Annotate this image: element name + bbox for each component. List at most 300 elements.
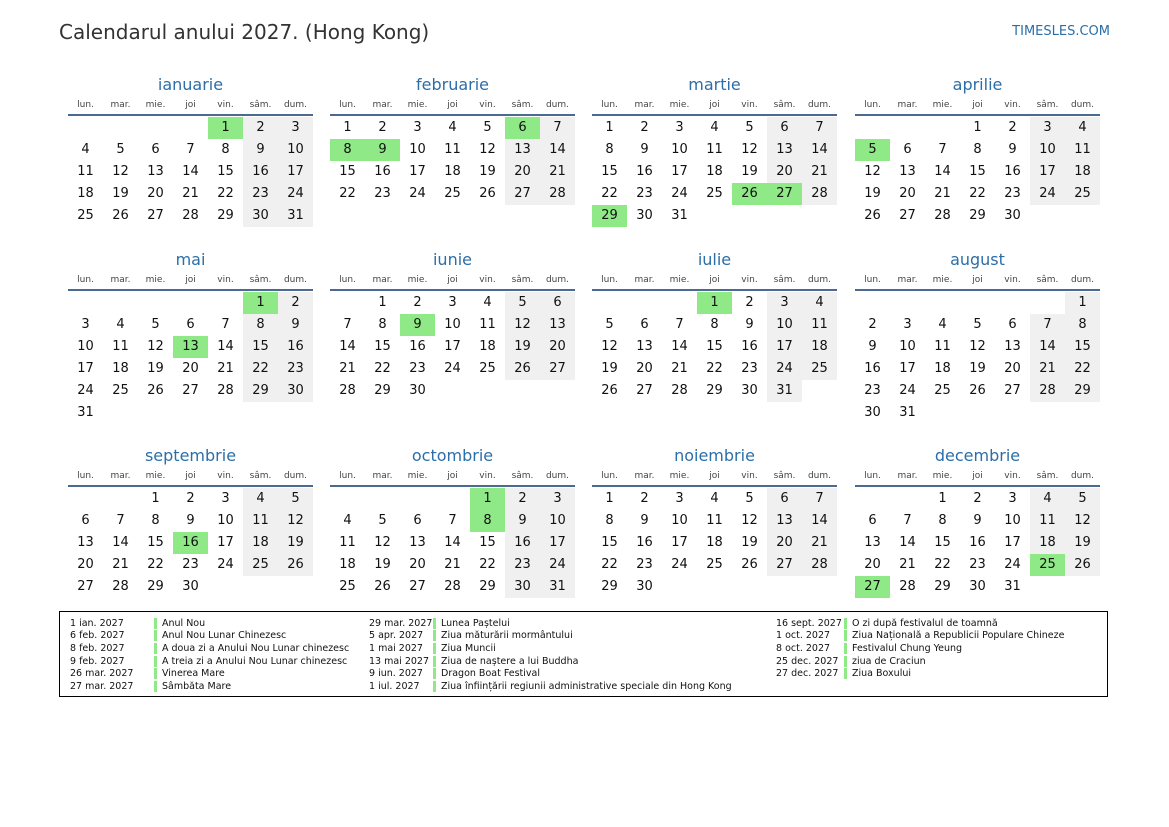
empty-cell	[173, 117, 208, 139]
day-cell: 15	[601, 535, 618, 550]
weekday-label: vin.	[217, 471, 234, 481]
holiday-date: 27 dec. 2027	[776, 668, 839, 680]
day-cell: 19	[278, 532, 313, 554]
legend-item	[70, 617, 349, 630]
day-cell: 26	[1065, 554, 1100, 576]
day-cell: 14	[1030, 336, 1065, 358]
weekday-label: dum.	[545, 471, 570, 481]
empty-cell	[960, 402, 995, 424]
day-cell: 11	[479, 317, 496, 332]
weekday-label: sâm.	[1036, 471, 1059, 481]
day-cell: 20	[899, 186, 916, 201]
week-row	[330, 576, 575, 598]
holiday-name: ziua de Craciun	[852, 655, 926, 667]
weekday-label: sâm.	[1036, 275, 1059, 285]
day-cell: 3	[903, 317, 912, 332]
holiday-name: Anul Nou Lunar Chinezesc	[162, 630, 287, 642]
day-cell: 19	[1065, 532, 1100, 554]
weekday-label: mar.	[634, 471, 655, 481]
empty-cell	[767, 205, 802, 227]
day-cell: 3	[413, 120, 422, 135]
week-row	[855, 510, 1100, 532]
day-cell: 22	[479, 557, 496, 572]
week-row	[855, 488, 1100, 510]
holiday-marker	[154, 618, 157, 629]
day-cell: 21	[540, 161, 575, 183]
day-cell: 24	[899, 383, 916, 398]
holiday-name: Sâmbăta Mare	[162, 680, 232, 692]
day-cell: 19	[479, 164, 496, 179]
legend-item	[369, 617, 732, 630]
month-septembrie	[68, 445, 313, 598]
week-row	[592, 576, 837, 598]
day-cell: 16	[741, 339, 758, 354]
day-cell: 14	[540, 139, 575, 161]
day-cell: 5	[605, 317, 614, 332]
day-cell: 17	[409, 164, 426, 179]
weekday-header	[68, 98, 313, 116]
week-row	[855, 292, 1100, 314]
week-row	[592, 554, 837, 576]
week-row	[592, 161, 837, 183]
weekday-label: mar.	[372, 471, 393, 481]
day-cell: 12	[147, 339, 164, 354]
day-cell: 15	[706, 339, 723, 354]
day-cell: 17	[767, 336, 802, 358]
day-cell: 20	[147, 186, 164, 201]
day-cell: 2	[243, 117, 278, 139]
day-cell: 10	[671, 513, 688, 528]
day-cell: 20	[767, 532, 802, 554]
day-cell: 11	[1065, 139, 1100, 161]
empty-cell	[890, 292, 925, 314]
day-cell: 12	[864, 164, 881, 179]
week-row	[68, 205, 313, 227]
weekday-header	[855, 273, 1100, 291]
day-cell: 1	[605, 491, 614, 506]
weekday-label: dum.	[283, 275, 308, 285]
empty-cell	[68, 292, 103, 314]
week-row	[855, 380, 1100, 402]
day-cell: 12	[278, 510, 313, 532]
weekday-header	[68, 469, 313, 487]
legend-item	[70, 655, 349, 668]
weekday-label: mie.	[932, 100, 953, 110]
month-name: decembrie	[934, 446, 1021, 465]
empty-cell	[505, 380, 540, 402]
day-cell: 22	[243, 358, 278, 380]
day-cell: 4	[448, 120, 457, 135]
day-cell: 25	[934, 383, 951, 398]
day-cell: 28	[1030, 380, 1065, 402]
day-cell: 17	[671, 535, 688, 550]
week-row	[592, 380, 837, 402]
empty-cell	[278, 402, 313, 424]
day-cell: 7	[221, 317, 230, 332]
empty-cell	[855, 292, 890, 314]
holiday-name: Vinerea Mare	[162, 668, 225, 680]
holiday-day-cell: 5	[855, 139, 890, 161]
day-cell: 27	[409, 579, 426, 594]
week-row	[68, 554, 313, 576]
day-cell: 7	[938, 142, 947, 157]
day-cell: 27	[505, 183, 540, 205]
week-row	[68, 576, 313, 598]
weekday-label: sâm.	[511, 100, 534, 110]
weekday-header	[592, 469, 837, 487]
day-cell: 16	[636, 164, 653, 179]
day-cell: 10	[278, 139, 313, 161]
empty-cell	[103, 488, 138, 510]
weekday-label: vin.	[479, 275, 496, 285]
day-cell: 9	[278, 314, 313, 336]
day-cell: 27	[182, 383, 199, 398]
day-cell: 18	[706, 535, 723, 550]
day-cell: 30	[505, 576, 540, 598]
weekday-label: lun.	[864, 100, 881, 110]
week-row	[330, 139, 575, 161]
day-cell: 9	[186, 513, 195, 528]
day-cell: 1	[378, 295, 387, 310]
empty-cell	[68, 488, 103, 510]
weekday-label: vin.	[1004, 275, 1021, 285]
week-row	[330, 488, 575, 510]
day-cell: 4	[938, 317, 947, 332]
holiday-name: A doua zi a Anului Nou Lunar chinezesc	[162, 642, 350, 654]
day-cell: 24	[767, 358, 802, 380]
day-cell: 7	[448, 513, 457, 528]
day-cell: 10	[217, 513, 234, 528]
empty-cell	[173, 292, 208, 314]
weekday-label: dum.	[283, 100, 308, 110]
day-cell: 6	[151, 142, 160, 157]
day-cell: 27	[767, 554, 802, 576]
day-cell: 20	[864, 557, 881, 572]
empty-cell	[855, 488, 890, 510]
day-cell: 5	[973, 317, 982, 332]
day-cell: 20	[182, 361, 199, 376]
day-cell: 25	[1065, 183, 1100, 205]
day-cell: 3	[767, 292, 802, 314]
empty-cell	[103, 117, 138, 139]
day-cell: 26	[505, 358, 540, 380]
week-row	[855, 117, 1100, 139]
day-cell: 15	[217, 164, 234, 179]
empty-cell	[365, 488, 400, 510]
day-cell: 28	[934, 208, 951, 223]
empty-cell	[662, 292, 697, 314]
weekday-label: vin.	[741, 100, 758, 110]
week-row	[592, 532, 837, 554]
day-cell: 18	[802, 336, 837, 358]
week-row	[592, 292, 837, 314]
day-cell: 28	[444, 579, 461, 594]
month-name: noiembrie	[674, 446, 755, 465]
day-cell: 5	[745, 491, 754, 506]
legend-item	[369, 680, 732, 693]
day-cell: 18	[934, 361, 951, 376]
day-cell: 14	[444, 535, 461, 550]
day-cell: 24	[1030, 183, 1065, 205]
holiday-date: 8 feb. 2027	[70, 642, 125, 654]
holiday-marker	[433, 668, 436, 679]
day-cell: 26	[864, 208, 881, 223]
legend-item	[369, 655, 732, 668]
day-cell: 21	[899, 557, 916, 572]
day-cell: 6	[540, 292, 575, 314]
day-cell: 7	[802, 117, 837, 139]
day-cell: 25	[706, 186, 723, 201]
day-cell: 31	[671, 208, 688, 223]
holiday-marker	[433, 681, 436, 692]
holiday-date: 1 ian. 2027	[70, 617, 124, 629]
day-cell: 26	[147, 383, 164, 398]
day-cell: 4	[116, 317, 125, 332]
day-cell: 6	[767, 488, 802, 510]
weekday-label: dum.	[545, 275, 570, 285]
day-cell: 5	[151, 317, 160, 332]
day-cell: 23	[278, 358, 313, 380]
weekday-label: mie.	[407, 100, 428, 110]
legend-column	[369, 617, 732, 693]
week-row	[68, 139, 313, 161]
holiday-name: Ziua măturării mormântului	[441, 630, 573, 642]
week-row	[68, 336, 313, 358]
day-cell: 1	[343, 120, 352, 135]
day-cell: 25	[339, 579, 356, 594]
day-cell: 8	[605, 513, 614, 528]
empty-cell	[627, 292, 662, 314]
empty-cell	[278, 576, 313, 598]
holiday-day-cell: 29	[592, 205, 627, 227]
holiday-date: 16 sept. 2027	[776, 617, 842, 629]
legend-item	[70, 630, 349, 643]
day-cell: 26	[479, 186, 496, 201]
day-cell: 27	[899, 208, 916, 223]
week-row	[592, 183, 837, 205]
day-cell: 29	[969, 208, 986, 223]
weekday-label: sâm.	[511, 471, 534, 481]
site-link[interactable]: TIMESLES.COM	[1012, 24, 1110, 39]
day-cell: 15	[934, 535, 951, 550]
weekday-label: joi	[185, 275, 196, 285]
weekday-label: mar.	[897, 471, 918, 481]
day-cell: 12	[374, 535, 391, 550]
day-cell: 28	[217, 383, 234, 398]
day-cell: 25	[706, 557, 723, 572]
empty-cell	[960, 292, 995, 314]
empty-cell	[925, 292, 960, 314]
day-cell: 24	[1004, 557, 1021, 572]
day-cell: 14	[802, 139, 837, 161]
weekday-header	[330, 469, 575, 487]
day-cell: 4	[81, 142, 90, 157]
month-mai	[68, 249, 313, 424]
holiday-day-cell: 25	[1030, 554, 1065, 576]
day-cell: 15	[339, 164, 356, 179]
day-cell: 30	[243, 205, 278, 227]
day-cell: 2	[278, 292, 313, 314]
holiday-marker	[844, 618, 847, 629]
weekday-label: joi	[185, 100, 196, 110]
week-row	[330, 380, 575, 402]
holiday-date: 25 dec. 2027	[776, 655, 839, 667]
week-row	[330, 314, 575, 336]
day-cell: 16	[636, 535, 653, 550]
weekday-label: lun.	[601, 275, 618, 285]
week-row	[592, 314, 837, 336]
day-cell: 24	[671, 186, 688, 201]
holiday-day-cell: 1	[208, 117, 243, 139]
day-cell: 10	[1004, 513, 1021, 528]
day-cell: 23	[182, 557, 199, 572]
holiday-name: Ziua înființării regiunii administrative speciale din Hong Kong	[441, 680, 732, 692]
weekday-label: dum.	[1070, 100, 1095, 110]
week-row	[855, 532, 1100, 554]
day-cell: 22	[339, 186, 356, 201]
weekday-label: mie.	[932, 471, 953, 481]
empty-cell	[173, 402, 208, 424]
day-cell: 26	[278, 554, 313, 576]
empty-cell	[802, 205, 837, 227]
weekday-label: joi	[972, 471, 983, 481]
day-cell: 11	[1030, 510, 1065, 532]
day-cell: 9	[640, 142, 649, 157]
holiday-marker	[154, 668, 157, 679]
weekday-label: mie.	[145, 275, 166, 285]
day-cell: 20	[767, 161, 802, 183]
weekday-label: mar.	[110, 471, 131, 481]
day-cell: 25	[77, 208, 94, 223]
month-name: mai	[175, 250, 206, 269]
weekday-label: lun.	[77, 275, 94, 285]
week-row	[68, 380, 313, 402]
day-cell: 23	[409, 361, 426, 376]
week-row	[592, 205, 837, 227]
week-row	[855, 402, 1100, 424]
day-cell: 19	[112, 186, 129, 201]
day-cell: 29	[374, 383, 391, 398]
day-cell: 22	[969, 186, 986, 201]
day-cell: 17	[1004, 535, 1021, 550]
empty-cell	[697, 205, 732, 227]
day-cell: 4	[1065, 117, 1100, 139]
empty-cell	[470, 380, 505, 402]
day-cell: 15	[243, 336, 278, 358]
day-cell: 14	[671, 339, 688, 354]
day-cell: 10	[671, 142, 688, 157]
day-cell: 30	[182, 579, 199, 594]
day-cell: 21	[671, 361, 688, 376]
day-cell: 8	[973, 142, 982, 157]
week-row	[855, 576, 1100, 598]
day-cell: 9	[1008, 142, 1017, 157]
week-row	[330, 554, 575, 576]
day-cell: 17	[217, 535, 234, 550]
day-cell: 23	[1004, 186, 1021, 201]
day-cell: 21	[339, 361, 356, 376]
empty-cell	[802, 576, 837, 598]
week-row	[855, 314, 1100, 336]
week-row	[330, 292, 575, 314]
weekday-label: mie.	[932, 275, 953, 285]
weekday-header	[592, 273, 837, 291]
legend-item	[776, 617, 1064, 630]
weekday-label: sâm.	[511, 275, 534, 285]
weekday-label: joi	[447, 275, 458, 285]
day-cell: 29	[479, 579, 496, 594]
holiday-marker	[433, 656, 436, 667]
day-cell: 11	[934, 339, 951, 354]
day-cell: 7	[675, 317, 684, 332]
day-cell: 8	[938, 513, 947, 528]
day-cell: 29	[243, 380, 278, 402]
holiday-marker	[433, 618, 436, 629]
holiday-marker	[433, 643, 436, 654]
day-cell: 13	[899, 164, 916, 179]
week-row	[68, 358, 313, 380]
day-cell: 24	[217, 557, 234, 572]
week-row	[68, 161, 313, 183]
holiday-date: 8 oct. 2027	[776, 642, 831, 654]
day-cell: 30	[969, 579, 986, 594]
day-cell: 15	[1065, 336, 1100, 358]
holiday-name: Ziua de naștere a lui Buddha	[441, 655, 579, 667]
weekday-label: lun.	[601, 100, 618, 110]
day-cell: 13	[767, 139, 802, 161]
empty-cell	[138, 292, 173, 314]
day-cell: 21	[217, 361, 234, 376]
weekday-label: vin.	[1004, 100, 1021, 110]
day-cell: 21	[802, 161, 837, 183]
legend-item	[369, 667, 732, 680]
weekday-label: sâm.	[249, 471, 272, 481]
weekday-label: dum.	[1070, 275, 1095, 285]
holiday-date: 1 oct. 2027	[776, 630, 831, 642]
weekday-label: joi	[709, 275, 720, 285]
holiday-date: 5 apr. 2027	[369, 630, 424, 642]
day-cell: 24	[77, 383, 94, 398]
day-cell: 20	[409, 557, 426, 572]
day-cell: 12	[1065, 510, 1100, 532]
weekday-label: vin.	[1004, 471, 1021, 481]
legend-item	[369, 642, 732, 655]
week-row	[68, 488, 313, 510]
empty-cell	[400, 488, 435, 510]
day-cell: 20	[636, 361, 653, 376]
day-cell: 31	[77, 405, 94, 420]
holiday-marker	[844, 630, 847, 641]
month-name: octombrie	[411, 446, 494, 465]
holiday-date: 1 iul. 2027	[369, 680, 420, 692]
day-cell: 19	[741, 535, 758, 550]
day-cell: 5	[278, 488, 313, 510]
legend-item	[369, 630, 732, 643]
day-cell: 21	[112, 557, 129, 572]
month-iulie	[592, 249, 837, 402]
day-cell: 4	[343, 513, 352, 528]
week-row	[330, 183, 575, 205]
week-row	[68, 402, 313, 424]
month-noiembrie	[592, 445, 837, 598]
day-cell: 17	[1030, 161, 1065, 183]
holiday-name: Dragon Boat Festival	[441, 668, 541, 680]
day-cell: 1	[151, 491, 160, 506]
empty-cell	[855, 117, 890, 139]
weekday-label: dum.	[1070, 471, 1095, 481]
day-cell: 23	[969, 557, 986, 572]
day-cell: 17	[444, 339, 461, 354]
